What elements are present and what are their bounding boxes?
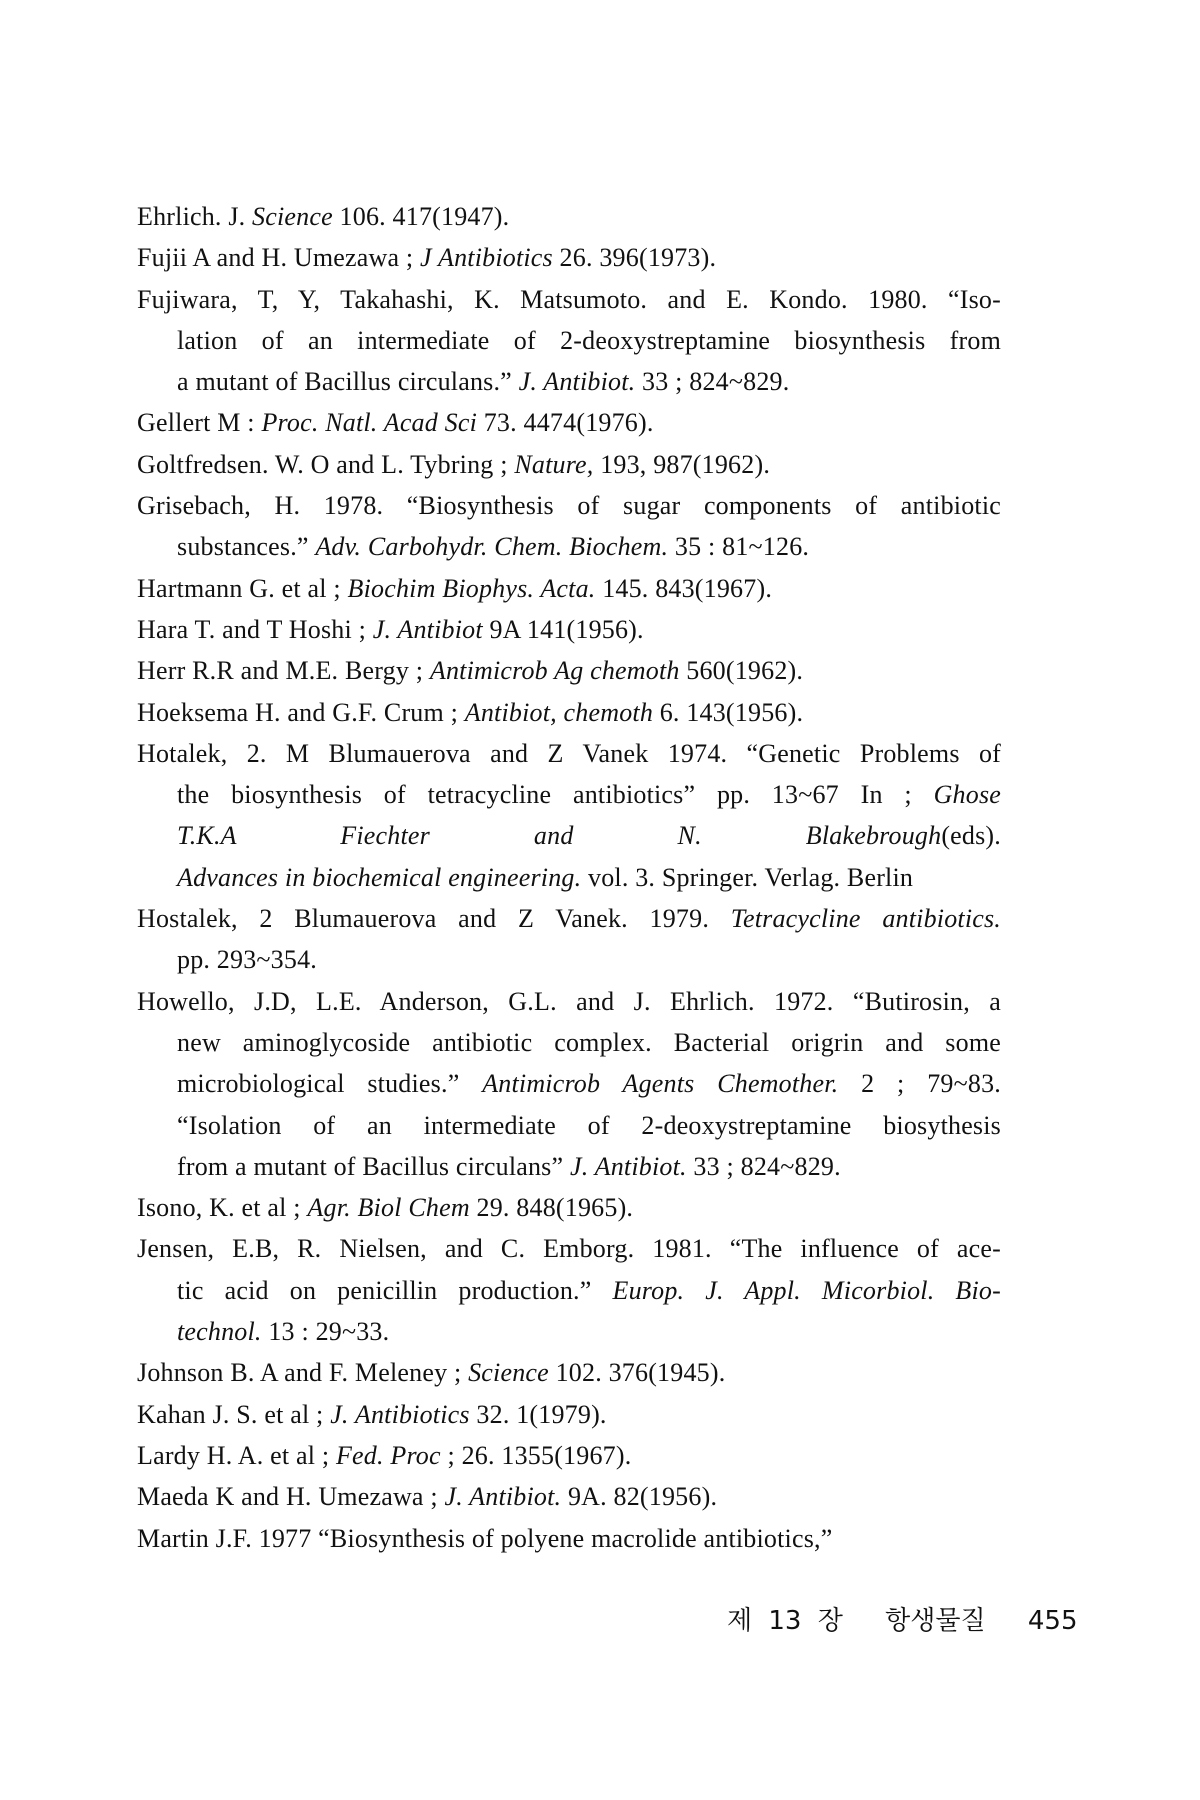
reference-line — [137, 1518, 1001, 1559]
journal-title: J. Antibiot — [372, 614, 483, 644]
reference-line — [137, 526, 1001, 567]
reference-text: Goltfredsen. W. O and L. Tybring ; — [137, 449, 515, 479]
reference-text: 102. 376(1945). — [548, 1358, 726, 1388]
reference-entry — [137, 733, 1001, 898]
reference-text: 560(1962). — [679, 656, 804, 686]
reference-entry — [137, 444, 1001, 485]
reference-text: 33 ; 824~829. — [635, 367, 790, 397]
reference-text: Martin J.F. 1977 “Biosynthesis of polyene macrolide antibiotics,” — [137, 1523, 833, 1553]
reference-line — [137, 1311, 1001, 1352]
reference-entry — [137, 650, 1001, 691]
reference-text: Herr R.R and M.E. Bergy ; — [137, 656, 430, 686]
reference-line — [137, 815, 1001, 856]
reference-text: 145. 843(1967). — [595, 573, 773, 603]
reference-line — [137, 1063, 1001, 1104]
reference-text: Jensen, E.B, R. Nielsen, and C. Emborg. 1981. “The influence of ace- — [137, 1234, 1001, 1264]
reference-text: Fujii A and H. Umezawa ; — [137, 243, 421, 273]
reference-entry — [137, 1518, 1001, 1559]
reference-line — [137, 1476, 1001, 1517]
reference-line — [137, 774, 1001, 815]
reference-line — [137, 692, 1001, 733]
journal-title: technol. — [177, 1317, 262, 1347]
reference-text: 29. 848(1965). — [469, 1193, 634, 1223]
journal-title: J. Antibiotics — [330, 1399, 470, 1429]
reference-entry — [137, 237, 1001, 278]
reference-text: Kahan J. S. et al ; — [137, 1399, 331, 1429]
reference-line — [137, 609, 1001, 650]
reference-line — [137, 1105, 1001, 1146]
reference-text: vol. 3. Springer. Verlag. Berlin — [581, 862, 914, 892]
journal-title: Europ. J. Appl. Micorbiol. Bio- — [612, 1275, 1001, 1305]
reference-line — [137, 733, 1001, 774]
reference-line — [137, 898, 1001, 939]
journal-title: T.K.A Fiechter and N. Blakebrough — [177, 821, 942, 851]
reference-text: Fujiwara, T, Y, Takahashi, K. Matsumoto. and E. Kondo. 1980. “Iso- — [137, 284, 1001, 314]
journal-title: Antimicrob Agents Chemother. — [482, 1069, 839, 1099]
reference-entry — [137, 609, 1001, 650]
reference-entry — [137, 692, 1001, 733]
reference-text: Hotalek, 2. M Blumauerova and Z Vanek 1974. “Genetic Problems of — [137, 738, 1001, 768]
reference-line — [137, 1187, 1001, 1228]
reference-line — [137, 981, 1001, 1022]
reference-text: Grisebach, H. 1978. “Biosynthesis of sugar components of antibiotic — [137, 491, 1001, 521]
reference-entry — [137, 279, 1001, 403]
journal-title: Science — [468, 1358, 549, 1388]
reference-text: a mutant of Bacillus circulans.” — [177, 367, 519, 397]
reference-line — [137, 320, 1001, 361]
reference-line — [137, 444, 1001, 485]
reference-text: ; 26. 1355(1967). — [440, 1440, 632, 1470]
reference-text: tic acid on penicillin production.” — [177, 1275, 613, 1305]
reference-line — [137, 1146, 1001, 1187]
journal-title: J. Antibiot. — [569, 1151, 687, 1181]
reference-line — [137, 485, 1001, 526]
reference-entry — [137, 1228, 1001, 1352]
reference-entry — [137, 402, 1001, 443]
reference-text: pp. 293~354. — [177, 945, 317, 975]
reference-text: Gellert M : — [137, 408, 262, 438]
reference-text: lation of an intermediate of 2-deoxystreptamine biosynthesis from — [177, 325, 1001, 355]
reference-text: Ehrlich. J. — [137, 202, 253, 231]
reference-text: Hostalek, 2 Blumauerova and Z Vanek. 1979. — [137, 904, 731, 934]
reference-text: 2 ; 79~83. — [838, 1069, 1001, 1099]
reference-text: 33 ; 824~829. — [686, 1151, 841, 1181]
journal-title: J. Antibiot. — [444, 1482, 562, 1512]
reference-text: 9A. 82(1956). — [561, 1482, 718, 1512]
reference-entry — [137, 981, 1001, 1187]
reference-text: 73. 4474(1976). — [477, 408, 654, 438]
reference-text: Howello, J.D, L.E. Anderson, G.L. and J. Ehrlich. 1972. “Butirosin, a — [137, 986, 1001, 1016]
reference-line — [137, 279, 1001, 320]
journal-title: Fed. Proc — [335, 1440, 441, 1470]
reference-line — [137, 402, 1001, 443]
reference-entry — [137, 1476, 1001, 1517]
reference-line — [137, 1228, 1001, 1269]
reference-line — [137, 650, 1001, 691]
journal-title: J. Antibiot. — [518, 367, 636, 397]
journal-title: J Antibiotics — [420, 243, 553, 273]
reference-line — [137, 857, 1001, 898]
reference-line — [137, 568, 1001, 609]
reference-text: 32. 1(1979). — [469, 1399, 607, 1429]
journal-title: Antimicrob Ag chemoth — [429, 656, 680, 686]
reference-text: “Isolation of an intermediate of 2-deoxystreptamine biosythesis — [177, 1110, 1001, 1140]
chapter-label: 제 13 장 — [727, 1606, 843, 1636]
reference-list — [137, 196, 1001, 1559]
reference-text: 9A 141(1956). — [482, 614, 644, 644]
reference-text: Johnson B. A and F. Meleney ; — [137, 1358, 469, 1388]
page-footer — [727, 1600, 1104, 1637]
reference-text: new aminoglycoside antibiotic complex. Bacterial origrin and some — [177, 1027, 1001, 1057]
journal-title: Proc. Natl. Acad Sci — [261, 408, 478, 438]
reference-text: Lardy H. A. et al ; — [137, 1440, 336, 1470]
reference-entry — [137, 898, 1001, 981]
reference-text: Hoeksema H. and G.F. Crum ; — [137, 697, 465, 727]
reference-entry — [137, 568, 1001, 609]
reference-text: 26. 396(1973). — [552, 243, 717, 273]
page-number: 455 — [1027, 1606, 1078, 1636]
journal-title: Tetracycline antibiotics. — [730, 904, 1001, 934]
reference-entry — [137, 1187, 1001, 1228]
reference-line — [137, 1394, 1001, 1435]
journal-title: Science — [252, 202, 333, 231]
reference-text: substances.” — [177, 532, 316, 562]
reference-line — [137, 1022, 1001, 1063]
reference-text: Isono, K. et al ; — [137, 1193, 308, 1223]
reference-text: Hara T. and T Hoshi ; — [137, 614, 373, 644]
reference-entry — [137, 196, 1001, 237]
journal-title: Nature, — [514, 449, 594, 479]
reference-text: 106. 417(1947). — [332, 202, 510, 231]
reference-line — [137, 1435, 1001, 1476]
reference-text: the biosynthesis of tetracycline antibiotics” pp. 13~67 In ; — [177, 780, 934, 810]
reference-text: 193, 987(1962). — [593, 449, 771, 479]
reference-entry — [137, 1394, 1001, 1435]
reference-line — [137, 361, 1001, 402]
journal-title: Biochim Biophys. Acta. — [347, 573, 596, 603]
reference-entry — [137, 1435, 1001, 1476]
reference-text: from a mutant of Bacillus circulans” — [177, 1151, 570, 1181]
reference-text: 13 : 29~33. — [261, 1317, 390, 1347]
reference-text: microbiological studies.” — [177, 1069, 483, 1099]
reference-entry — [137, 485, 1001, 568]
reference-text: Hartmann G. et al ; — [137, 573, 348, 603]
chapter-title: 항생물질 — [885, 1606, 986, 1636]
journal-title: Ghose — [933, 780, 1001, 810]
journal-title: Antibiot, chemoth — [464, 697, 654, 727]
reference-line — [137, 237, 1001, 278]
journal-title: Advances in biochemical engineering. — [177, 862, 582, 892]
reference-line — [137, 1352, 1001, 1393]
journal-title: Adv. Carbohydr. Chem. Biochem. — [315, 532, 669, 562]
reference-text: (eds). — [941, 821, 1001, 851]
reference-line — [137, 196, 1001, 237]
journal-title: Agr. Biol Chem — [307, 1193, 470, 1223]
reference-text: 6. 143(1956). — [653, 697, 804, 727]
reference-text: Maeda K and H. Umezawa ; — [137, 1482, 445, 1512]
reference-text: 35 : 81~126. — [668, 532, 810, 562]
reference-entry — [137, 1352, 1001, 1393]
reference-line — [137, 1270, 1001, 1311]
reference-line — [137, 939, 1001, 980]
